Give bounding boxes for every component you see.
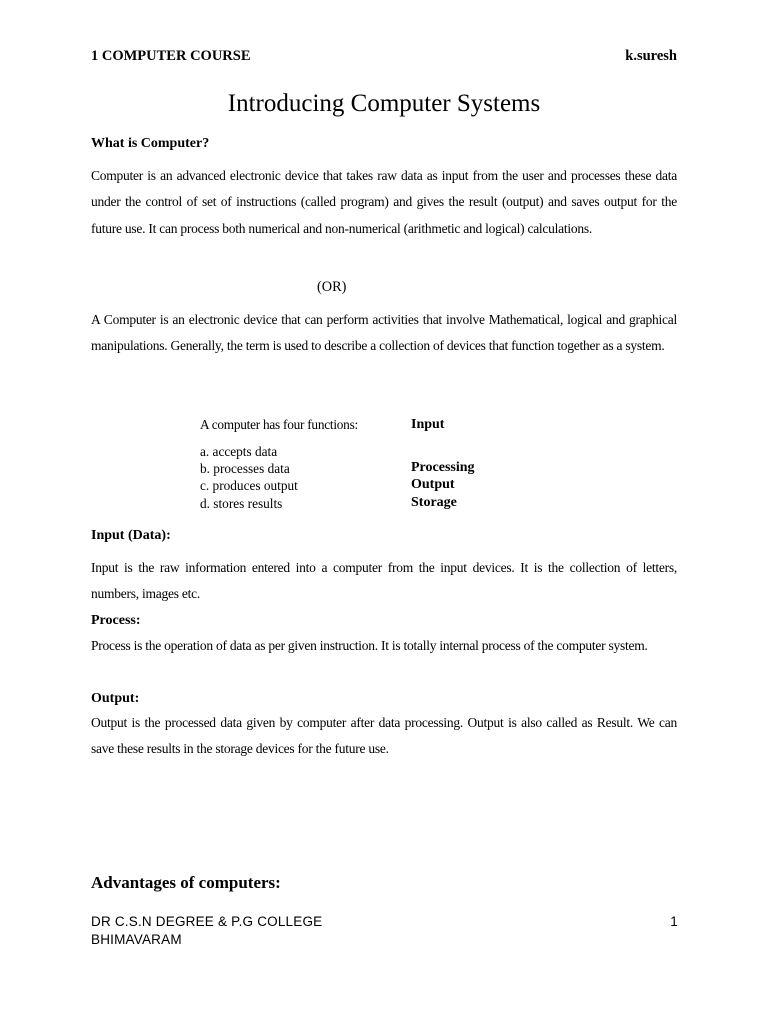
function-label-accepts: a. accepts data bbox=[200, 444, 278, 459]
footer-college-line1: DR C.S.N DEGREE & P.G COLLEGE bbox=[91, 914, 323, 929]
input-heading: Input (Data): bbox=[91, 528, 171, 543]
function-label-stores: d. stores results bbox=[200, 496, 283, 511]
or-separator: (OR) bbox=[317, 279, 347, 295]
header-left: 1 COMPUTER COURSE bbox=[91, 48, 251, 64]
function-label-processes: b. processes data bbox=[200, 461, 290, 476]
page-title: Introducing Computer Systems bbox=[227, 90, 541, 117]
function-value-output: Output bbox=[411, 477, 455, 492]
what-is-heading: What is Computer? bbox=[91, 136, 210, 151]
function-value-storage: Storage bbox=[411, 495, 457, 510]
footer-page-number: 1 bbox=[670, 914, 678, 929]
footer-college-line2: BHIMAVARAM bbox=[91, 932, 182, 947]
definition-paragraph: A Computer is an electronic device that can perform activities that involve Mathematical, logical and graphical manipulations. Generally, the term is used to describe a collection of devices that function together as a system. bbox=[91, 312, 677, 354]
functions-intro: A computer has four functions: bbox=[200, 417, 358, 432]
process-text: Process is the operation of data as per given instruction. It is totally internal process of the computer system. bbox=[91, 638, 648, 653]
function-label-produces: c. produces output bbox=[200, 478, 298, 493]
header-right: k.suresh bbox=[625, 48, 677, 64]
what-is-paragraph: Computer is an advanced electronic device that takes raw data as input from the user and processes these data under the control of set of instructions (called program) and gives the result (output) and saves output for the future use. It can process both numerical and non-numerical (arithmetic and logical) calculations. bbox=[91, 168, 677, 236]
process-heading: Process: bbox=[91, 613, 141, 628]
function-value-input: Input bbox=[411, 417, 445, 432]
output-heading: Output: bbox=[91, 691, 140, 706]
function-value-processing: Processing bbox=[411, 460, 475, 475]
output-text: Output is the processed data given by computer after data processing. Output is also called as Result. We can save these results in the storage devices for the future use. bbox=[91, 715, 677, 757]
input-text: Input is the raw information entered into a computer from the input devices. It is the collection of letters, numbers, images etc. bbox=[91, 560, 677, 602]
advantages-heading: Advantages of computers: bbox=[91, 873, 281, 892]
